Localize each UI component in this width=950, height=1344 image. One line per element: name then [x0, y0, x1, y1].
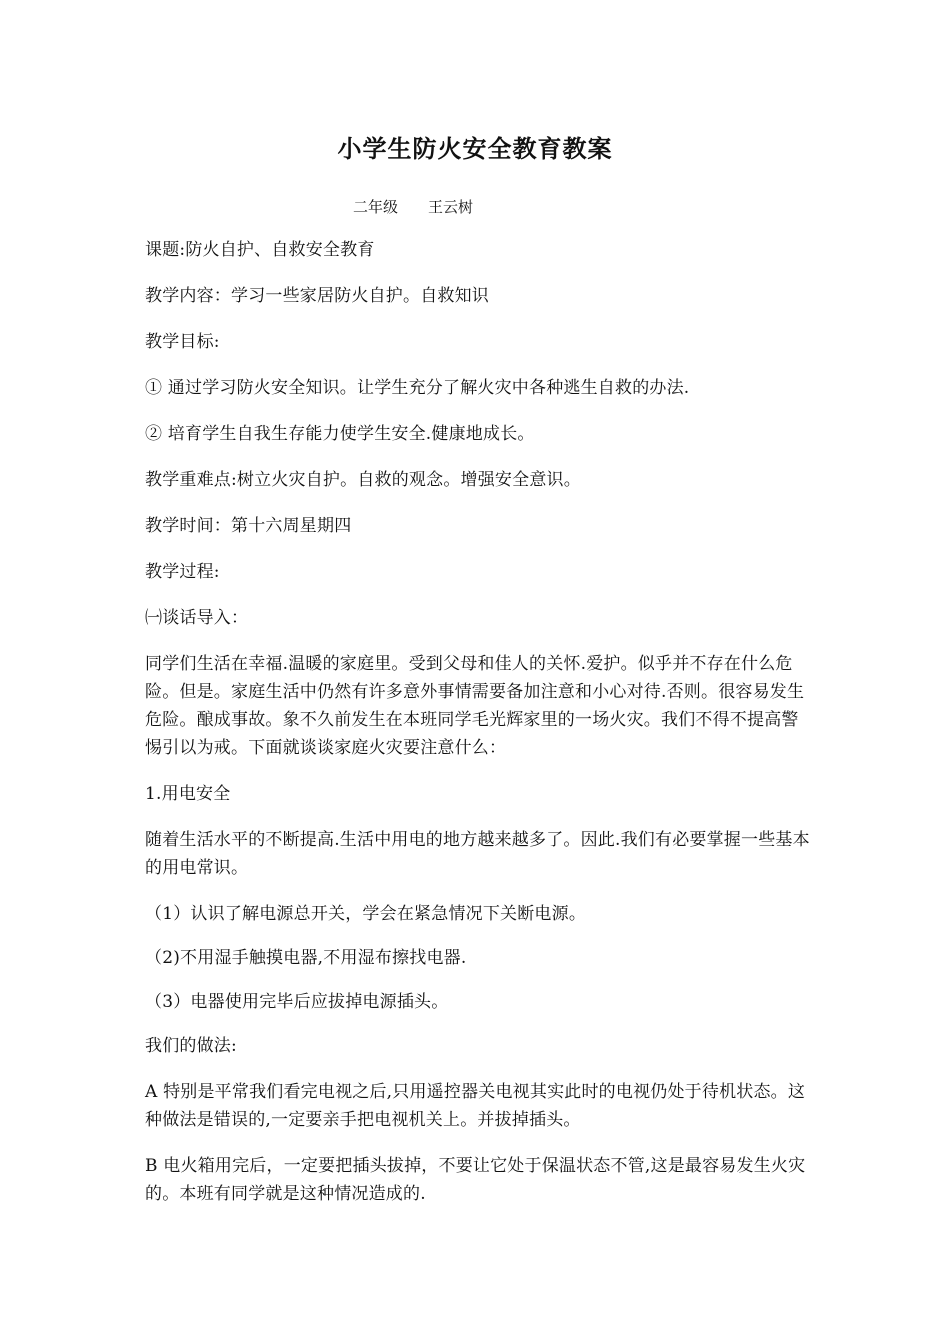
lesson-topic: 课题:防火自护、自救安全教育 — [145, 240, 375, 260]
section-intro-heading: ㈠谈话导入： — [145, 608, 249, 628]
section-electricity-heading: 1.用电安全 — [145, 784, 231, 804]
grade-label: 二年级 — [353, 198, 399, 216]
lesson-process-heading: 教学过程: — [145, 562, 220, 582]
lesson-goal-2: ② 培育学生自我生存能力使学生安全.健康地成长。 — [145, 424, 535, 444]
electricity-rule-2: （2)不用湿手触摸电器,不用湿布擦找电器. — [145, 948, 467, 968]
document-body — [145, 236, 810, 1226]
byline — [353, 196, 473, 218]
practice-b: B 电火箱用完后，一定要把插头拔掉，不要让它处于保温状态不管,这是最容易发生火灾的。本班有同学就是这种情况造成的. — [145, 1156, 806, 1204]
lesson-goal-1: ① 通过学习防火安全知识。让学生充分了解火灾中各种逃生自救的办法. — [145, 378, 690, 398]
lesson-time: 教学时间：第十六周星期四 — [145, 516, 352, 536]
our-practice-heading: 我们的做法: — [145, 1036, 237, 1056]
document-title: 小学生防火安全教育教案 — [337, 135, 613, 163]
electricity-rule-3: （3）电器使用完毕后应拔掉电源插头。 — [145, 992, 449, 1012]
electricity-paragraph: 随着生活水平的不断提高.生活中用电的地方越来越多了。因此.我们有必要掌握一些基本的用电常识。 — [145, 830, 810, 878]
electricity-rule-1: （1）认识了解电源总开关，学会在紧急情况下关断电源。 — [145, 904, 587, 924]
lesson-key-points: 教学重难点:树立火灾自护。自救的观念。增强安全意识。 — [145, 470, 581, 490]
lesson-goals-heading: 教学目标: — [145, 332, 220, 352]
author-name: 王云树 — [428, 198, 474, 216]
practice-a: A 特别是平常我们看完电视之后,只用遥控器关电视其实此时的电视仍处于待机状态。这种做法是错误的,一定要亲手把电视机关上。并拔掉插头。 — [145, 1082, 806, 1130]
intro-paragraph: 同学们生活在幸福.温暖的家庭里。受到父母和佳人的关怀.爱护。似乎并不存在什么危险。但是。家庭生活中仍然有许多意外事情需要备加注意和小心对待.否则。很容易发生危险。酿成事故。象不久前发生在本班同学毛光辉家里的一场火灾。我们不得不提高警惕引以为戒。下面就谈谈家庭火灾要注意什么： — [145, 654, 805, 758]
lesson-content: 教学内容：学习一些家居防火自护。自救知识 — [145, 286, 489, 306]
